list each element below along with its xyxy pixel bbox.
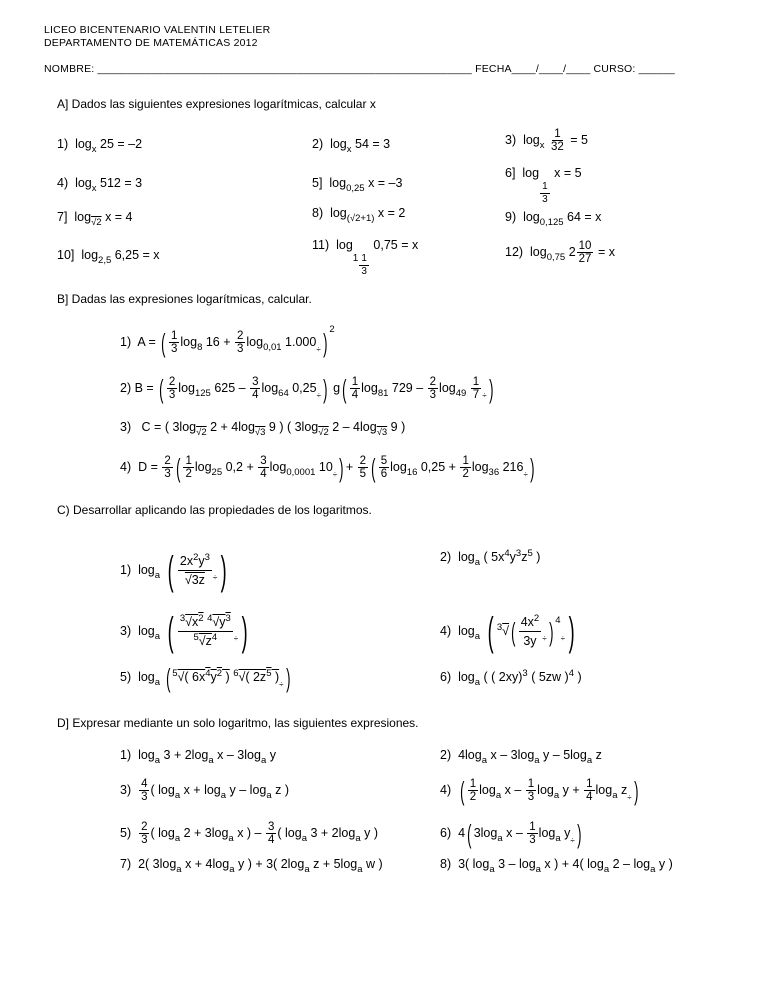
exercise-a10: 10] $\log_{2,5} 6,25 = x$ [57, 248, 160, 266]
exercise-a2: 2) $\log_x 54 = 3$ [312, 137, 391, 155]
exercise-b3: 3) C = ( $3\log_{√2}$ $2 + 4\log_{√3}$ 9 ) ( $3\log_{√2}$ $2 - 4\log_{√3}$ 9 ) [120, 420, 406, 438]
school-name: LICEO BICENTENARIO VALENTIN LETELIER [44, 24, 271, 36]
exercise-a6: 6] log $\frac{1}{3}$ x = 5 [505, 166, 582, 205]
exercise-c5: 5) $\log_a$ ( $^5$√( $6x^4y^2$ ) $^6$√( $2z^5$ )$_\div$) [120, 662, 291, 693]
exercise-d4: 4) ( $\frac{1}{2}$ $\log_a x$ – $\frac{1}{3}$ $\log_a y$ + $\frac{1}{4}$ $\log_a z_\div$) [440, 775, 639, 806]
department-name: DEPARTAMENTO DE MATEMÁTICAS 2012 [44, 37, 258, 49]
exercise-a4: 4) $\log_x 512 = 3$ [57, 176, 143, 194]
exercise-d3: 3) $\frac{4}{3}$ ( $\log_a x + \log_a y - \log_a z$ ) [120, 778, 290, 803]
exercise-a11: 11) $\log_1$ $\frac{1}{3}$ 0,75 = x [312, 238, 419, 277]
section-c-title: C) Desarrollar aplicando las propiedades de los logaritmos. [57, 503, 372, 517]
exercise-c3: 3) $\log_a$ ( $\frac{^3√x^2 ^4√y^3}{^5√z^4}$ $_\div$) [120, 609, 248, 654]
exercise-d5: 5) $\frac{2}{3}$ ( $\log_a 2 + 3\log_a$ x ) – $\frac{3}{4}$ ( $\log_a 3 + 2\log_a$ y ) [120, 821, 378, 846]
section-b-title: B] Dadas las expresiones logarítmicas, calcular. [57, 292, 312, 306]
exercise-b4: 4) D = $\frac{2}{3}$ ( $\frac{1}{2}$ $\log_{25} 0,2$ + $\frac{3}{4}$ $\log_{0,0001} 10_\div$) + $\frac{2}{5}$ ( $\frac{5}{6}$ $\log_{16} 0,25$ + $\frac{1}{2}$ $\log_{36} 216_\div$) [120, 452, 535, 483]
exercise-d2: 2) $4\log_a$ x – $3\log_a$ y – $5\log_a$ z [440, 748, 602, 766]
exercise-d8: 8) 3( $\log_a 3 - \log_a x$ ) + 4( $\log_a 2 - \log_a y$ ) [440, 857, 673, 875]
exercise-c2: 2) $\log_a$ ( $5x^4y^3z^5$ ) [440, 548, 541, 568]
exercise-c6: 6) $\log_a$ ( ( 2xy)$^3$ ( 5zw )$^4$ ) [440, 668, 582, 688]
exercise-a3: 3) $\log_x$ $\frac{1}{32}$ = 5 [505, 128, 589, 153]
exercise-a1: 1) $\log_x 25 = -2$ [57, 137, 143, 155]
section-d-title: D] Expresar mediante un solo logaritmo, las siguientes expresiones. [57, 716, 419, 730]
section-a-title: A] Dados las siguientes expresiones logarítmicas, calcular x [57, 97, 376, 111]
exercise-c1: 1) $\log_a$ ( $\frac{2x^2y^3}{√3z}$ $_\div$) [120, 548, 227, 593]
exercise-d7: 7) 2( $3\log_a$ $x + 4\log_a$ y ) + 3( $2\log_a$ $z + 5\log_a$ w ) [120, 857, 383, 875]
exercise-a7: 7] $\log_{√2} x = 4$ [57, 210, 133, 228]
exercise-a5: 5] $\log_{0,25} x = -3$ [312, 176, 403, 194]
exercise-a9: 9) $\log_{0,125} 64 = x$ [505, 210, 602, 228]
exercise-d6: 6) 4( $3\log_a$ x – $\frac{1}{3}$ $\log_a y_\div$) [440, 818, 582, 849]
exercise-d1: 1) $\log_a 3 + 2\log_a$ x – $3\log_a$ y [120, 748, 276, 766]
exercise-b1: 1) A = ( $\frac{1}{3}$ $\log_8 16$ + $\frac{2}{3}$ $\log_{0,01} 1.000_\div$) $^2$ [120, 324, 335, 358]
exercise-a12: 12) $\log_{0,75} 2$ $\frac{10}{27}$ = x [505, 240, 615, 265]
student-info-line: NOMBRE: ______________________________________________________________ FECHA____/____/____ CURSO: ______ [44, 63, 675, 75]
exercise-c4: 4) $\log_a$ ( $^3$√( $\frac{4x^2}{3y}$ $_\div$) $^4_\div$) [440, 609, 575, 654]
exercise-b2: 2) B = ( $\frac{2}{3}$ $\log_{125} 625$ – $\frac{3}{4}$ $\log_{64} 0,25_\div$) g( $\frac{1}{4}$ $\log_{81} 729$ – $\frac{2}{3}$ $\log_{49}$ $\frac{1}{7}$ $_\div$) [120, 373, 494, 404]
exercise-a8: 8) $\log_{(√2+1)} x = 2$ [312, 206, 406, 224]
